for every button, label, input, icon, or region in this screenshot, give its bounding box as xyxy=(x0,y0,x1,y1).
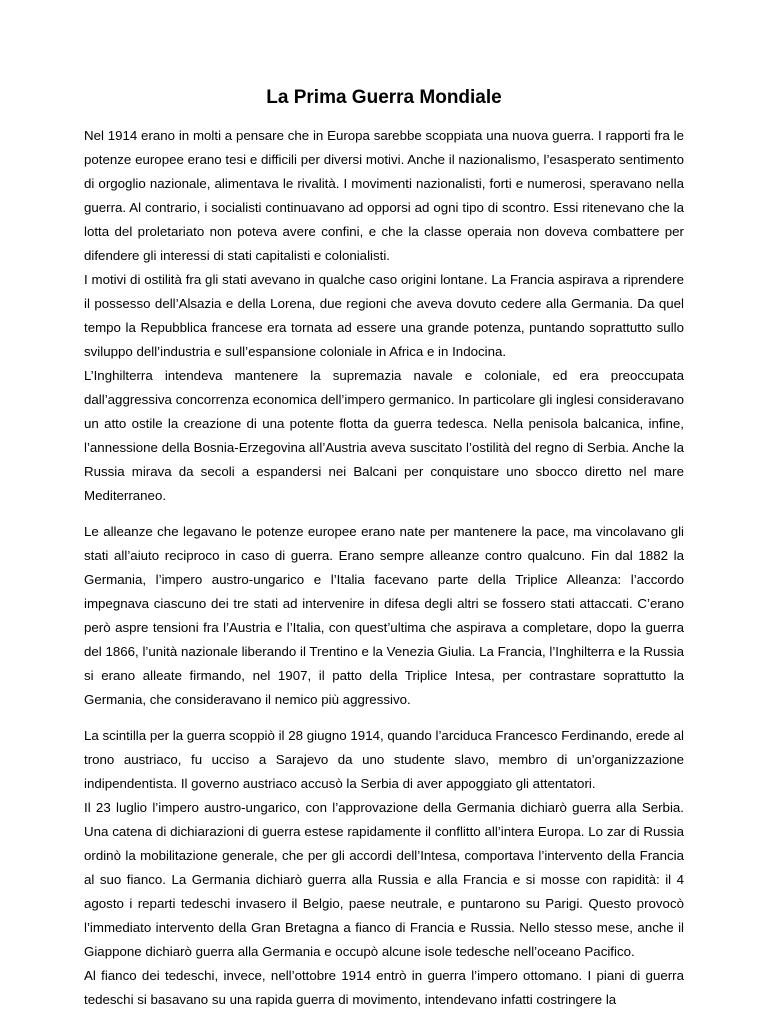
document-title: La Prima Guerra Mondiale xyxy=(266,87,502,108)
paragraph: Nel 1914 erano in molti a pensare che in Europa sarebbe scoppiata una nuova guerra. I rapporti fra le potenze europee erano tesi e difficili per diversi motivi. Anche il nazionalismo, l’esasperato sentimento di orgoglio nazionale, alimentava le rivalità. I movimenti nazionalisti, forti e numerosi, speravano nella guerra. Al contrario, i socialisti continuavano ad opporsi ad ogni tipo di scontro. Essi ritenevano che la lotta del proletariato non poteva avere confini, e che la classe operaia non doveva combattere per difendere gli interessi di stati capitalisti e colonialisti. xyxy=(84,128,684,263)
section-outbreak xyxy=(84,724,684,1012)
paragraph: Al fianco dei tedeschi, invece, nell’ottobre 1914 entrò in guerra l’impero ottomano. I piani di guerra tedeschi si basavano su una rapida guerra di movimento, intendevano infatti costringere la xyxy=(84,968,684,1007)
paragraph: Il 23 luglio l’impero austro-ungarico, con l’approvazione della Germania dichiarò guerra alla Serbia. Una catena di dichiarazioni di guerra estese rapidamente il conflitto all’intera Europa. Lo zar di Russia ordinò la mobilitazione generale, che per gli accordi dell’Intesa, comportava l’intervento della Francia al suo fianco. La Germania dichiarò guerra alla Russia e alla Francia e si mosse con rapidità: il 4 agosto i reparti tedeschi invasero il Belgio, paese neutrale, e puntarono su Parigi. Questo provocò l’immediato intervento della Gran Bretagna a fianco di Francia e Russia. Nello stesso mese, anche il Giappone dichiarò guerra alla Germania e occupò alcune isole tedesche nell’oceano Pacifico. xyxy=(84,800,684,959)
section-alliances xyxy=(84,520,684,712)
paragraph: Le alleanze che legavano le potenze europee erano nate per mantenere la pace, ma vincolavano gli stati all’aiuto reciproco in caso di guerra. Erano sempre alleanze contro qualcuno. Fin dal 1882 la Germania, l’impero austro-ungarico e l’Italia facevano parte della Triplice Alleanza: l’accordo impegnava ciascuno dei tre stati ad intervenire in difesa degli altri se fossero stati attaccati. C’erano però aspre tensioni fra l’Austria e l’Italia, con quest’ultima che aspirava a completare, dopo la guerra del 1866, l’unità nazionale liberando il Trentino e la Venezia Giulia. La Francia, l’Inghilterra e la Russia si erano alleate firmando, nel 1907, il patto della Triplice Intesa, per contrastare soprattutto la Germania, che consideravano il nemico più aggressivo. xyxy=(84,524,684,707)
paragraph: I motivi di ostilità fra gli stati avevano in qualche caso origini lontane. La Francia aspirava a riprendere il possesso dell’Alsazia e della Lorena, due regioni che aveva dovuto cedere alla Germania. Da quel tempo la Repubblica francese era tornata ad essere una grande potenza, puntando soprattutto sullo sviluppo dell’industria e sull’espansione coloniale in Africa e in Indocina. xyxy=(84,272,684,359)
section-tensions xyxy=(84,124,684,508)
paragraph: La scintilla per la guerra scoppiò il 28 giugno 1914, quando l’arciduca Francesco Ferdinando, erede al trono austriaco, fu ucciso a Sarajevo da uno studente slavo, membro di un’organizzazione indipendentista. Il governo austriaco accusò la Serbia di aver appoggiato gli attentatori. xyxy=(84,728,684,791)
paragraph: L’Inghilterra intendeva mantenere la supremazia navale e coloniale, ed era preoccupata dall’aggressiva concorrenza economica dell’impero germanico. In particolare gli inglesi consideravano un atto ostile la creazione di una potente flotta da guerra tedesca. Nella penisola balcanica, infine, l’annessione della Bosnia-Erzegovina all’Austria aveva suscitato l’ostilità del regno di Serbia. Anche la Russia mirava da secoli a espandersi nei Balcani per conquistare uno sbocco diretto nel mare Mediterraneo. xyxy=(84,368,684,503)
